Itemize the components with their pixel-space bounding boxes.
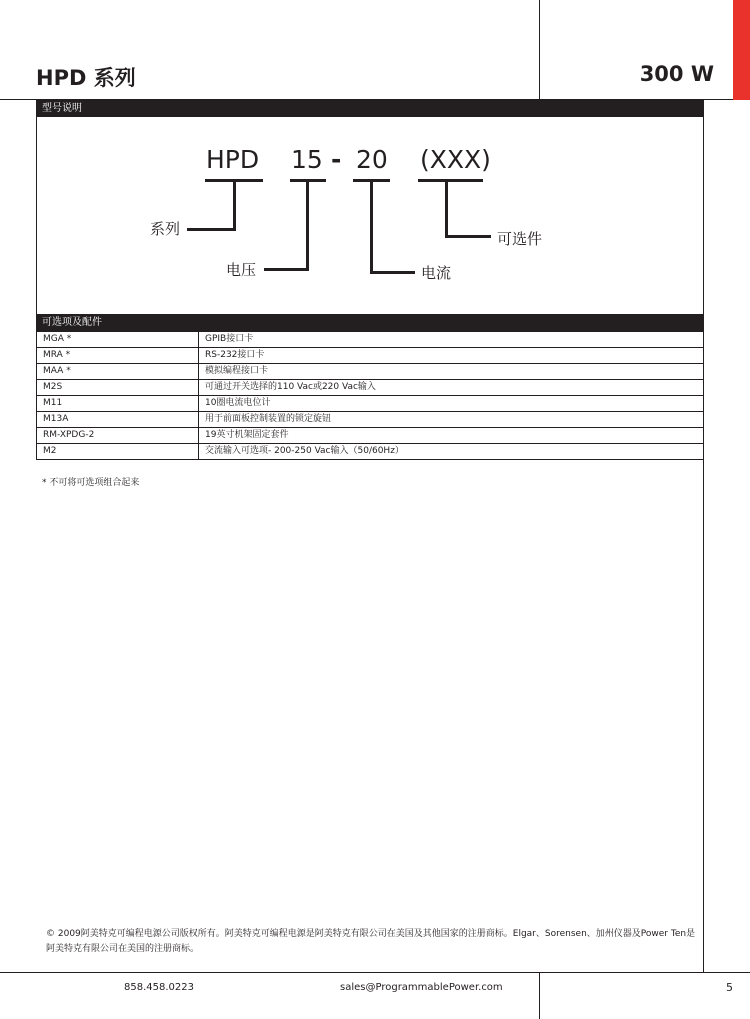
connector-voltage-horizontal bbox=[264, 268, 309, 271]
series-title: HPD 系列 bbox=[36, 66, 136, 90]
email-address: sales@ProgrammablePower.com bbox=[340, 982, 503, 993]
table-row bbox=[37, 332, 704, 348]
option-description: 用于前面板控制装置的锁定旋钮 bbox=[199, 412, 704, 428]
table-row bbox=[37, 396, 704, 412]
model-section-heading: 型号说明 bbox=[36, 100, 704, 117]
label-option: 可选件 bbox=[497, 230, 543, 248]
table-row bbox=[37, 412, 704, 428]
table-row bbox=[37, 364, 704, 380]
code-voltage: 15 bbox=[291, 145, 323, 174]
option-code: M2 bbox=[37, 444, 199, 460]
power-title: 300 W bbox=[639, 62, 714, 86]
option-code: M11 bbox=[37, 396, 199, 412]
options-footnote: * 不可将可选项组合起来 bbox=[42, 478, 140, 488]
footer-rule bbox=[0, 972, 750, 973]
options-section-heading: 可选项及配件 bbox=[36, 314, 704, 331]
option-code: MRA * bbox=[37, 348, 199, 364]
footer-divider-vertical bbox=[539, 972, 540, 1019]
option-description: 交流输入可选项- 200-250 Vac输入（50/60Hz） bbox=[199, 444, 704, 460]
connector-series-horizontal bbox=[187, 228, 236, 231]
label-voltage: 电压 bbox=[226, 261, 257, 279]
option-code: MAA * bbox=[37, 364, 199, 380]
code-current: 20 bbox=[356, 145, 388, 174]
code-model: HPD bbox=[206, 145, 260, 174]
table-row bbox=[37, 428, 704, 444]
code-separator: - bbox=[331, 145, 342, 174]
option-description: 19英寸机架固定套件 bbox=[199, 428, 704, 444]
label-current: 电流 bbox=[421, 264, 452, 282]
accent-bar bbox=[733, 0, 750, 100]
connector-voltage-vertical bbox=[306, 181, 309, 270]
option-code: M13A bbox=[37, 412, 199, 428]
table-row bbox=[37, 380, 704, 396]
options-table bbox=[36, 331, 704, 460]
table-row bbox=[37, 444, 704, 460]
option-code: M2S bbox=[37, 380, 199, 396]
option-code: MGA * bbox=[37, 332, 199, 348]
underline-option bbox=[418, 179, 483, 182]
connector-current-horizontal bbox=[370, 271, 415, 274]
connector-series-vertical bbox=[233, 181, 236, 230]
option-description: 模拟编程接口卡 bbox=[199, 364, 704, 380]
phone-number: 858.458.0223 bbox=[124, 982, 194, 993]
connector-option-horizontal bbox=[445, 235, 491, 238]
option-description: 10圈电流电位计 bbox=[199, 396, 704, 412]
option-description: 可通过开关选择的110 Vac或220 Vac输入 bbox=[199, 380, 704, 396]
label-series: 系列 bbox=[150, 220, 181, 238]
connector-current-vertical bbox=[370, 181, 373, 273]
copyright-notice: © 2009阿美特克可编程电源公司版权所有。阿美特克可编程电源是阿美特克有限公司在美国及其他国家的注册商标。Elgar、Sorensen、加州仪器及Power Ten是阿美特克有限公司在美国的注册商标。 bbox=[46, 929, 696, 954]
option-description: RS-232接口卡 bbox=[199, 348, 704, 364]
table-row bbox=[37, 348, 704, 364]
page-number: 5 bbox=[726, 981, 733, 994]
option-description: GPIB接口卡 bbox=[199, 332, 704, 348]
connector-option-vertical bbox=[445, 181, 448, 237]
code-option: (XXX) bbox=[420, 145, 491, 174]
option-code: RM-XPDG-2 bbox=[37, 428, 199, 444]
top-divider-vertical bbox=[539, 0, 540, 100]
